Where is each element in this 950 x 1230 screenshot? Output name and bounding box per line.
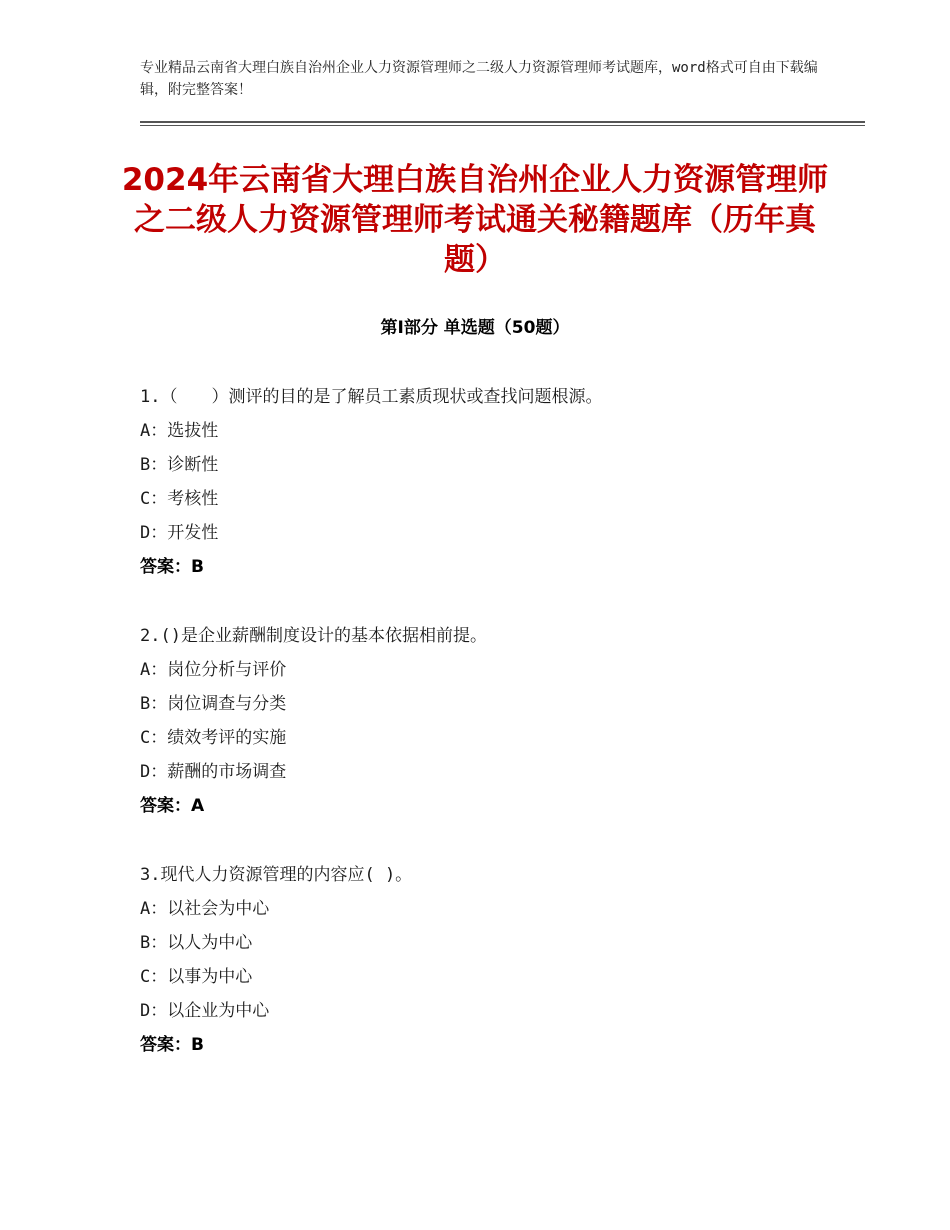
answer: 答案：B xyxy=(140,557,204,577)
option-c: C：以事为中心 xyxy=(140,967,253,987)
option-b: B：岗位调查与分类 xyxy=(140,694,287,714)
question-stem: 1.（ ）测评的目的是了解员工素质现状或查找问题根源。 xyxy=(140,387,603,407)
header-note: 专业精品云南省大理白族自治州企业人力资源管理师之二级人力资源管理师考试题库，word格式可自由下载编辑，附完整答案！ xyxy=(140,60,818,98)
section-heading: 第Ⅰ部分 单选题（50题） xyxy=(380,318,570,338)
question-stem: 3.现代人力资源管理的内容应( )。 xyxy=(140,865,413,885)
header-divider-thick xyxy=(140,121,865,123)
option-d: D：以企业为中心 xyxy=(140,1001,270,1021)
question-stem: 2.()是企业薪酬制度设计的基本依据相前提。 xyxy=(140,626,487,646)
answer: 答案：B xyxy=(140,1035,204,1055)
option-d: D：薪酬的市场调查 xyxy=(140,762,287,782)
option-b: B：以人为中心 xyxy=(140,933,253,953)
question-2 xyxy=(140,619,860,823)
option-a: A：岗位分析与评价 xyxy=(140,660,287,680)
option-d: D：开发性 xyxy=(140,523,219,543)
option-b: B：诊断性 xyxy=(140,455,219,475)
header-divider-thin xyxy=(140,125,865,126)
option-a: A：选拔性 xyxy=(140,421,219,441)
answer: 答案：A xyxy=(140,796,205,816)
option-c: C：绩效考评的实施 xyxy=(140,728,287,748)
option-c: C：考核性 xyxy=(140,489,219,509)
question-1 xyxy=(140,380,860,584)
option-a: A：以社会为中心 xyxy=(140,899,270,919)
question-3 xyxy=(140,858,860,1062)
document-title: 2024年云南省大理白族自治州企业人力资源管理师之二级人力资源管理师考试通关秘籍题库（历年真题） xyxy=(121,162,829,278)
